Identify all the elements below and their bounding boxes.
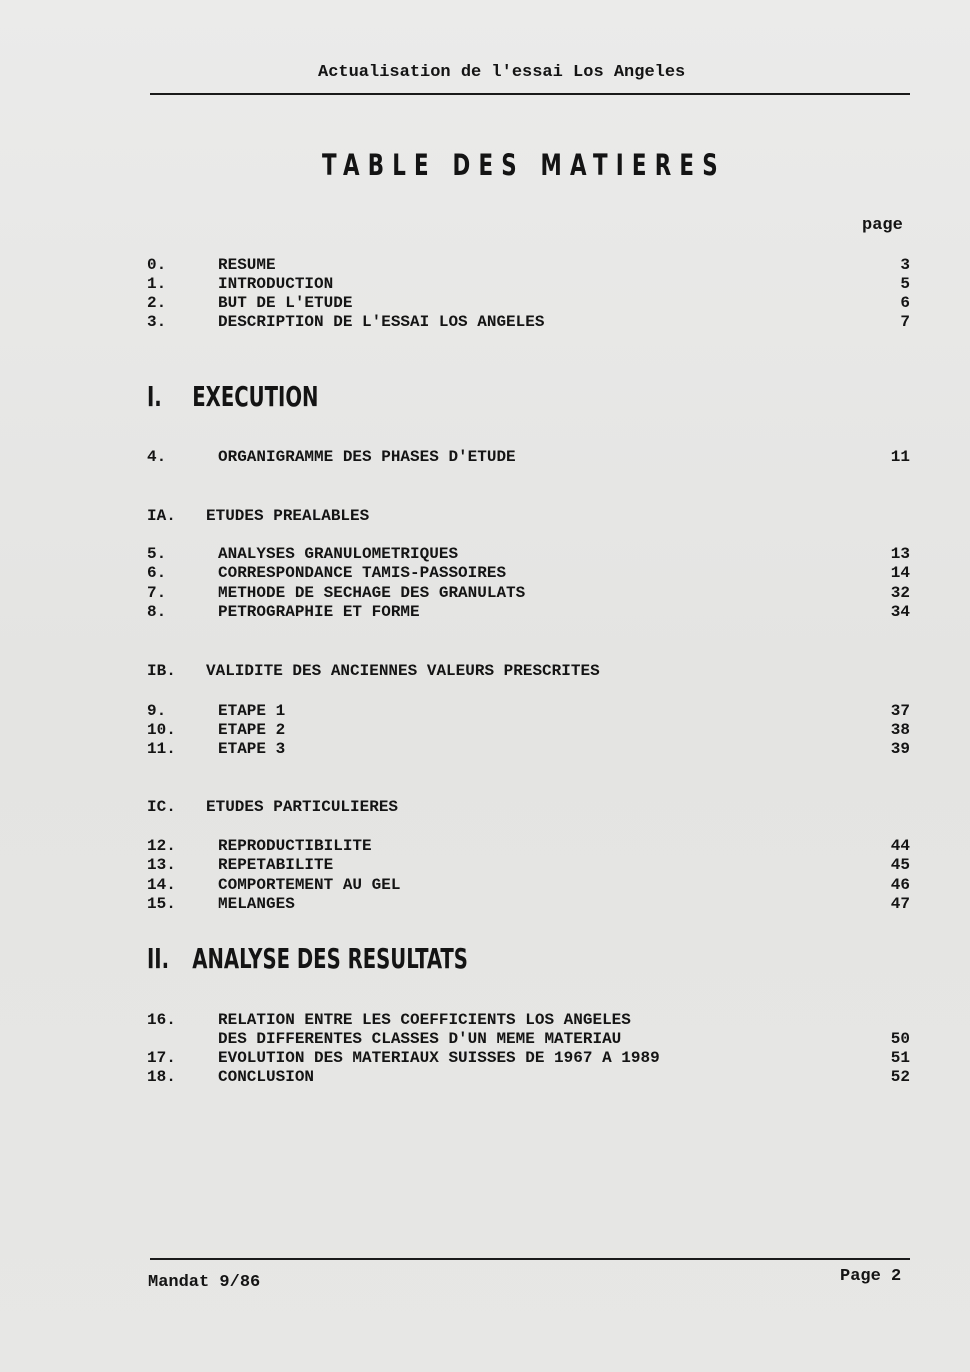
entry-number: 18.: [147, 1068, 176, 1086]
toc-entry: [147, 545, 910, 565]
entry-number: 5.: [147, 545, 167, 563]
header-rule: [150, 93, 910, 95]
entry-page: 11: [890, 448, 910, 466]
entry-title: PETROGRAPHIE ET FORME: [218, 603, 420, 621]
section-heading: [147, 798, 398, 816]
part-title: EXECUTION: [192, 380, 319, 413]
entry-page: 51: [890, 1049, 910, 1067]
entry-number: 7.: [147, 584, 167, 602]
running-header: Actualisation de l'essai Los Angeles: [318, 63, 686, 82]
section-code: IC.: [147, 798, 176, 816]
toc-entry: [147, 564, 910, 584]
toc-entry: [147, 313, 910, 333]
entry-number: 4.: [147, 448, 167, 466]
part-title: ANALYSE DES RESULTATS: [192, 942, 468, 975]
toc-entry: [147, 856, 910, 876]
entry-number: 1.: [147, 275, 167, 293]
part-code: II.: [147, 942, 170, 975]
entry-title: REPETABILITE: [218, 856, 334, 874]
toc-entry: [147, 584, 910, 604]
entry-title: ETAPE 2: [218, 721, 286, 739]
entry-title: ETAPE 1: [218, 702, 286, 720]
entry-number: 6.: [147, 564, 167, 582]
toc-entry: [147, 275, 910, 295]
entry-page: 34: [890, 603, 910, 621]
entry-title: RESUME: [218, 256, 276, 274]
entry-title: ANALYSES GRANULOMETRIQUES: [218, 545, 459, 563]
entry-title: CORRESPONDANCE TAMIS-PASSOIRES: [218, 564, 507, 582]
footer-rule: [150, 1258, 910, 1260]
entry-page: 7: [900, 313, 910, 331]
toc-entry: [147, 1030, 910, 1050]
entry-title: COMPORTEMENT AU GEL: [218, 876, 401, 894]
entry-title: DESCRIPTION DE L'ESSAI LOS ANGELES: [218, 313, 545, 331]
footer-page-number: Page 2: [840, 1267, 902, 1286]
entry-number: 13.: [147, 856, 176, 874]
entry-title: REPRODUCTIBILITE: [218, 837, 372, 855]
entry-page: 14: [890, 564, 910, 582]
entry-title: DES DIFFERENTES CLASSES D'UN MEME MATERIAU: [218, 1030, 622, 1048]
entry-title: EVOLUTION DES MATERIAUX SUISSES DE 1967 A 1989: [218, 1049, 660, 1067]
entry-page: 52: [890, 1068, 910, 1086]
section-heading: [147, 507, 369, 525]
entry-page: 37: [890, 702, 910, 720]
section-heading: [147, 662, 600, 680]
section-title: ETUDES PREALABLES: [206, 507, 370, 525]
entry-title: BUT DE L'ETUDE: [218, 294, 353, 312]
part-heading: [147, 942, 468, 975]
entry-page: 39: [890, 740, 910, 758]
section-code: IB.: [147, 662, 176, 680]
toc-entry: [147, 256, 910, 276]
toc-entry: [147, 876, 910, 896]
page-column-label: page: [862, 216, 903, 235]
toc-entry: [147, 1011, 910, 1031]
entry-title: RELATION ENTRE LES COEFFICIENTS LOS ANGELES: [218, 1011, 631, 1029]
entry-number: 16.: [147, 1011, 176, 1029]
section-title: VALIDITE DES ANCIENNES VALEURS PRESCRITES: [206, 662, 600, 680]
toc-title: TABLE DES MATIERES: [322, 148, 726, 182]
entry-number: 8.: [147, 603, 167, 621]
entry-number: 14.: [147, 876, 176, 894]
entry-page: 3: [900, 256, 910, 274]
entry-number: 2.: [147, 294, 167, 312]
section-title: ETUDES PARTICULIERES: [206, 798, 399, 816]
entry-page: 5: [900, 275, 910, 293]
entry-number: 11.: [147, 740, 176, 758]
entry-title: METHODE DE SECHAGE DES GRANULATS: [218, 584, 526, 602]
entry-page: 50: [890, 1030, 910, 1048]
entry-page: 44: [890, 837, 910, 855]
part-heading: [147, 380, 318, 413]
toc-entry: [147, 740, 910, 760]
entry-number: 17.: [147, 1049, 176, 1067]
entry-title: ETAPE 3: [218, 740, 286, 758]
toc-entry: [147, 1068, 910, 1088]
entry-number: 10.: [147, 721, 176, 739]
part-code: I.: [147, 380, 162, 413]
section-code: IA.: [147, 507, 176, 525]
entry-number: 12.: [147, 837, 176, 855]
toc-entry: [147, 721, 910, 741]
entry-title: INTRODUCTION: [218, 275, 334, 293]
entry-title: MELANGES: [218, 895, 295, 913]
entry-page: 38: [890, 721, 910, 739]
toc-entry: [147, 603, 910, 623]
toc-entry: [147, 895, 910, 915]
toc-entry: [147, 837, 910, 857]
entry-title: ORGANIGRAMME DES PHASES D'ETUDE: [218, 448, 516, 466]
entry-number: 15.: [147, 895, 176, 913]
entry-page: 45: [890, 856, 910, 874]
entry-number: 9.: [147, 702, 167, 720]
entry-page: 46: [890, 876, 910, 894]
toc-entry: [147, 294, 910, 314]
entry-page: 13: [890, 545, 910, 563]
entry-title: CONCLUSION: [218, 1068, 315, 1086]
footer-mandate: Mandat 9/86: [148, 1273, 261, 1292]
entry-page: 47: [890, 895, 910, 913]
entry-page: 6: [900, 294, 910, 312]
toc-entry: [147, 1049, 910, 1069]
toc-entry: [147, 702, 910, 722]
entry-number: 0.: [147, 256, 167, 274]
toc-entry: [147, 448, 910, 468]
entry-page: 32: [890, 584, 910, 602]
entry-number: 3.: [147, 313, 167, 331]
